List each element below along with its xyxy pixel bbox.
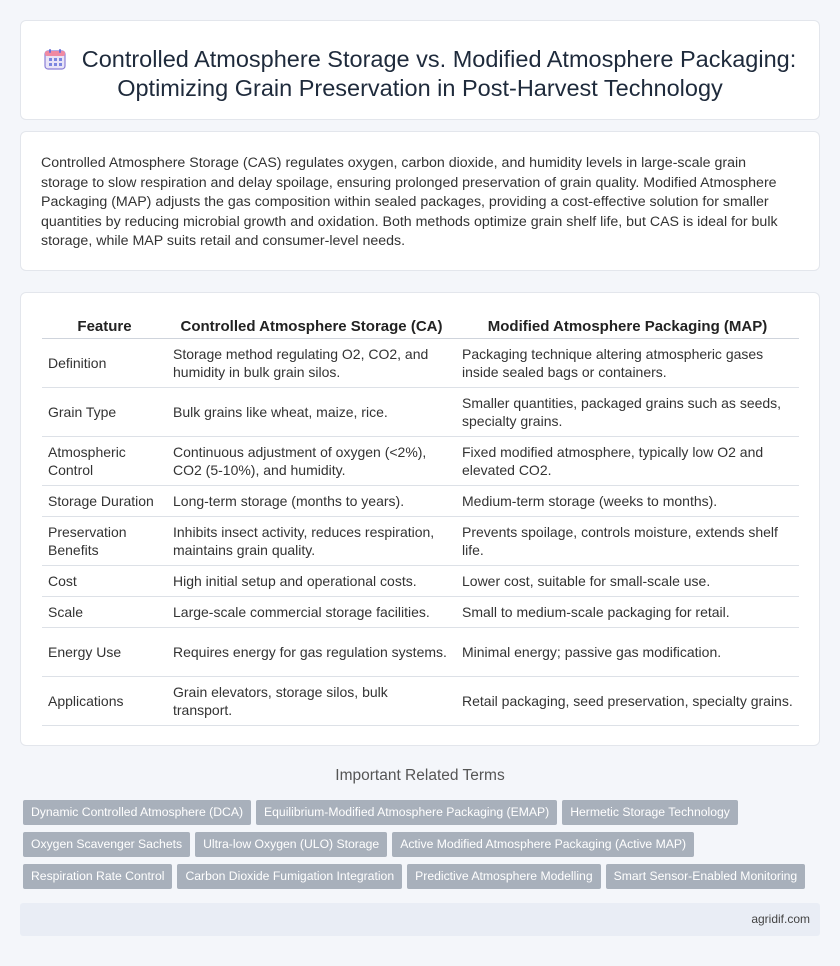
table-row [42, 597, 799, 628]
related-term-tag[interactable]: Ultra-low Oxygen (ULO) Storage [195, 832, 387, 857]
related-term-tag[interactable]: Smart Sensor-Enabled Monitoring [606, 864, 806, 889]
related-term-tag[interactable]: Dynamic Controlled Atmosphere (DCA) [23, 800, 251, 825]
comparison-table-card [20, 292, 820, 746]
table-cell: Definition [42, 339, 167, 388]
table-row [42, 566, 799, 597]
table-cell: Smaller quantities, packaged grains such as seeds, specialty grains. [456, 388, 799, 437]
related-term-tag[interactable]: Hermetic Storage Technology [562, 800, 738, 825]
column-header: Feature [42, 315, 167, 339]
table-cell: Small to medium-scale packaging for retail. [456, 597, 799, 628]
table-header-row [42, 315, 799, 339]
table-row [42, 388, 799, 437]
related-term-tag[interactable]: Predictive Atmosphere Modelling [407, 864, 601, 889]
table-cell: Applications [42, 677, 167, 726]
table-cell: High initial setup and operational costs. [167, 566, 456, 597]
table-row [42, 628, 799, 677]
table-cell: Scale [42, 597, 167, 628]
table-row [42, 437, 799, 486]
table-cell: Medium-term storage (weeks to months). [456, 486, 799, 517]
related-terms-row [23, 800, 823, 825]
table-cell: Large-scale commercial storage facilities. [167, 597, 456, 628]
related-term-tag[interactable]: Oxygen Scavenger Sachets [23, 832, 190, 857]
footer-site-link[interactable]: agridif.com [751, 912, 810, 926]
column-header: Modified Atmosphere Packaging (MAP) [456, 315, 799, 339]
table-cell: Grain elevators, storage silos, bulk transport. [167, 677, 456, 726]
calendar-icon [44, 48, 66, 70]
table-row [42, 677, 799, 726]
table-cell: Atmospheric Control [42, 437, 167, 486]
related-term-tag[interactable]: Active Modified Atmosphere Packaging (Active MAP) [392, 832, 694, 857]
table-cell: Lower cost, suitable for small-scale use. [456, 566, 799, 597]
related-terms-row [23, 832, 823, 857]
table-cell: Preservation Benefits [42, 517, 167, 566]
column-header: Controlled Atmosphere Storage (CA) [167, 315, 456, 339]
intro-card [20, 131, 820, 271]
table-cell: Long-term storage (months to years). [167, 486, 456, 517]
table-cell: Minimal energy; passive gas modification. [456, 628, 799, 677]
page-title-text: Controlled Atmosphere Storage vs. Modified Atmosphere Packaging: Optimizing Grain Preservation in Post-Harvest Technology [81, 46, 797, 101]
table-cell: Grain Type [42, 388, 167, 437]
related-term-tag[interactable]: Carbon Dioxide Fumigation Integration [177, 864, 402, 889]
table-cell: Fixed modified atmosphere, typically low O2 and elevated CO2. [456, 437, 799, 486]
table-cell: Requires energy for gas regulation systems. [167, 628, 456, 677]
table-cell: Packaging technique altering atmospheric gases inside sealed bags or containers. [456, 339, 799, 388]
page-title [21, 45, 819, 103]
intro-paragraph: Controlled Atmosphere Storage (CAS) regulates oxygen, carbon dioxide, and humidity levels in large-scale grain storage to slow respiration and delay spoilage, ensuring prolonged preservation of grain quality. Modified Atmosphere Packaging (MAP) adjusts the gas composition within sealed packages, providing a cost-effective solution for smaller quantities by reducing microbial growth and oxidation. Both methods optimize grain shelf life, but CAS is ideal for bulk storage, while MAP suits retail and consumer-level needs. [41, 155, 778, 250]
table-cell: Inhibits insect activity, reduces respiration, maintains grain quality. [167, 517, 456, 566]
footer [20, 903, 820, 936]
table-cell: Cost [42, 566, 167, 597]
table-cell: Storage Duration [42, 486, 167, 517]
related-term-tag[interactable]: Respiration Rate Control [23, 864, 172, 889]
table-cell: Bulk grains like wheat, maize, rice. [167, 388, 456, 437]
table-cell: Energy Use [42, 628, 167, 677]
related-terms-row [23, 864, 823, 889]
table-row [42, 486, 799, 517]
table-cell: Prevents spoilage, controls moisture, extends shelf life. [456, 517, 799, 566]
table-cell: Retail packaging, seed preservation, specialty grains. [456, 677, 799, 726]
table-cell: Storage method regulating O2, CO2, and humidity in bulk grain silos. [167, 339, 456, 388]
related-term-tag[interactable]: Equilibrium-Modified Atmosphere Packaging (EMAP) [256, 800, 557, 825]
related-terms-heading: Important Related Terms [335, 767, 505, 784]
table-row [42, 517, 799, 566]
table-cell: Continuous adjustment of oxygen (<2%), CO2 (5-10%), and humidity. [167, 437, 456, 486]
title-card [20, 20, 820, 120]
table-row [42, 339, 799, 388]
comparison-table [42, 315, 799, 726]
